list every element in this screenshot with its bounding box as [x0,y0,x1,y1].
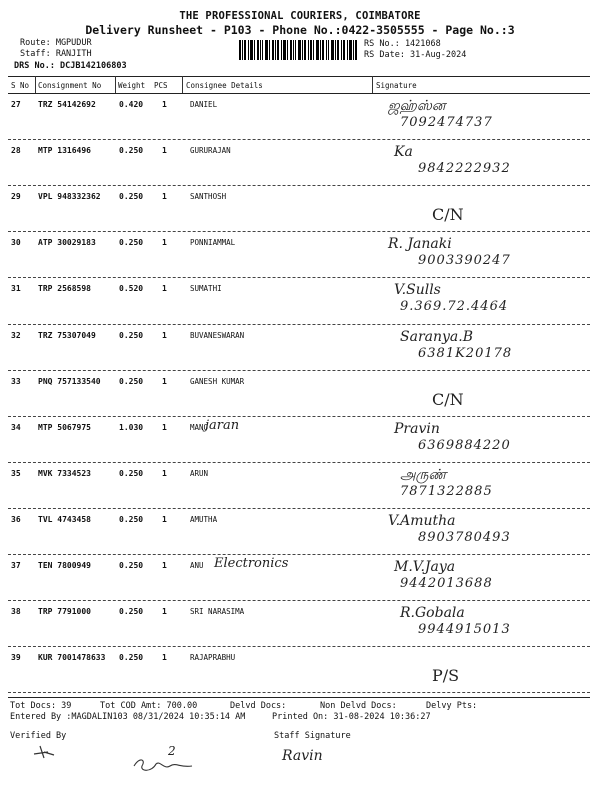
row-sno: 31 [11,284,21,294]
non-delivered-docs: Non Delvd Docs: [320,701,397,711]
row-consignment-no: VPL 948332362 [38,192,101,202]
row-consignee: SUMATHI [190,284,222,294]
row-consignment-no: TRP 2568598 [38,284,91,294]
row-consignment-no: PNQ 757133540 [38,376,101,386]
row-pcs: 1 [162,238,167,248]
row-weight: 0.250 [119,330,144,340]
row-weight: 0.520 [119,284,144,294]
row-signature-phone: 9842222932 [418,161,511,177]
row-separator [8,600,590,601]
verified-by-signature [30,740,70,762]
row-separator [8,185,590,186]
row-separator [8,324,590,325]
row-signature-name: V.Sulls [394,282,441,299]
row-separator [8,692,590,693]
row-sno: 33 [11,376,21,386]
company-title: THE PROFESSIONAL COURIERS, COIMBATORE [179,10,421,22]
row-consignee: AMUTHA [190,514,218,524]
row-consignee: ARUN [190,468,209,478]
table-top-rule [8,76,590,77]
row-sno: 37 [11,561,21,570]
row-separator [8,646,590,647]
rs-date: RS Date: 31-Aug-2024 [364,50,467,60]
verified-by-signature-mark: 2 [168,744,176,758]
row-weight: 1.030 [119,422,144,432]
col-header-pcs: PCS [154,81,168,90]
row-signature-phone: 9944915013 [418,622,511,638]
total-cod-amount: Tot COD Amt: 700.00 [100,701,198,711]
row-sno: 39 [11,653,21,663]
row-signature-name: M.V.Jaya [394,559,456,575]
row-separator [8,231,590,232]
footer-rule [8,697,590,698]
staff-signature: Ravin [282,748,323,764]
row-consignment-no: MVK 7334523 [38,468,91,478]
row-consignment-no: MTP 1316496 [38,146,91,156]
row-consignee: BUVANESWARAN [190,330,245,340]
col-header-signature: Signature [376,81,417,90]
drs-number: DRS No.: DCJB142106803 [14,61,127,71]
row-pcs: 1 [162,561,167,570]
row-signature-name: அருண் [400,466,447,483]
row-weight: 0.250 [119,192,144,202]
col-divider [115,76,116,93]
row-signature-name: V.Amutha [388,512,456,529]
row-consignment-no: TVL 4743458 [38,514,91,524]
row-pcs: 1 [162,422,167,432]
printed-on: Printed On: 31-08-2024 10:36:27 [272,712,431,722]
staff-signature-label: Staff Signature [274,731,351,741]
row-pcs: 1 [162,653,167,663]
row-consignment-no: TRP 7791000 [38,607,91,617]
row-weight: 0.250 [119,653,144,663]
row-signature-phone: 9442013688 [400,576,493,591]
row-consignment-no: MTP 5067975 [38,422,91,432]
delivered-docs: Delvd Docs: [230,701,287,711]
row-consignee: RAJAPRABHU [190,653,236,663]
row-separator [8,554,590,555]
row-consignee-handwritten-note: jaran [205,417,240,433]
row-sno: 30 [11,238,21,248]
row-sno: 27 [11,100,21,109]
row-sno: 32 [11,330,21,340]
row-weight: 0.250 [119,514,144,524]
row-consignee: ANU [190,561,204,570]
row-sno: 36 [11,514,21,524]
col-header-consignee: Consignee Details [186,81,263,90]
row-separator [8,416,590,417]
runsheet-subtitle: Delivery Runsheet - P103 - Phone No.:0422-3505555 - Page No.:3 [85,23,515,37]
row-separator [8,370,590,371]
row-pcs: 1 [162,376,167,386]
row-weight: 0.250 [119,607,144,617]
row-signature-name: P/S [432,666,460,686]
row-signature-phone: 9.369.72.4464 [400,299,509,315]
barcode-icon [239,40,357,60]
row-pcs: 1 [162,100,167,109]
row-consignee: SANTHOSH [190,192,227,202]
row-weight: 0.420 [119,100,144,109]
col-header-weight: Weight [118,81,146,90]
row-signature-phone: 9003390247 [418,253,511,269]
row-signature-name: Pravin [394,420,440,437]
col-divider [372,76,373,93]
row-signature-name: C/N [432,389,464,409]
rs-number: RS No.: 1421068 [364,39,441,49]
row-signature-name: C/N [432,205,464,225]
row-consignment-no: TRZ 75307049 [38,330,96,340]
row-consignee: PONNIAMMAL [190,238,236,248]
row-signature-name: ஜஹ்ஸ்ன [388,98,446,114]
row-signature-name: Ka [394,144,413,161]
row-pcs: 1 [162,514,167,524]
row-separator [8,508,590,509]
row-signature-phone: 6381K20178 [418,345,513,361]
row-weight: 0.250 [119,146,144,156]
row-consignee: GANESH KUMAR [190,376,245,386]
row-signature-phone: 7092474737 [400,115,493,130]
row-weight: 0.250 [119,468,144,478]
row-pcs: 1 [162,192,167,202]
col-header-consignment: Consignment No [38,81,102,90]
staff-label: Staff: RANJITH [20,49,92,59]
entered-by: Entered By :MAGDALIN103 08/31/2024 10:35:14 AM [10,712,246,722]
row-weight: 0.250 [119,376,144,386]
row-separator [8,277,590,278]
row-consignment-no: TRZ 54142692 [38,100,96,109]
row-signature-name: R.Gobala [400,605,465,622]
row-sno: 35 [11,468,21,478]
verified-by-label: Verified By [10,731,67,741]
row-weight: 0.250 [119,561,144,570]
total-docs: Tot Docs: 39 [10,701,72,711]
row-consignee: MANO [190,422,209,432]
row-signature-phone: 7871322885 [400,483,493,499]
row-consignment-no: KUR 7001478633 [38,653,106,663]
row-signature-name: R. Janaki [388,236,452,253]
row-pcs: 1 [162,330,167,340]
verifier-signature [130,752,200,776]
row-sno: 29 [11,192,21,202]
row-consignee: DANIEL [190,100,218,109]
row-pcs: 1 [162,146,167,156]
row-consignee: SRI NARASIMA [190,607,245,617]
col-divider [35,76,36,93]
row-pcs: 1 [162,607,167,617]
table-header-rule [8,93,590,94]
route-label: Route: MGPUDUR [20,38,92,48]
row-signature-name: Saranya.B [400,328,473,345]
row-consignee-handwritten-note: Electronics [214,556,289,571]
row-consignment-no: TEN 7800949 [38,561,91,570]
row-sno: 28 [11,146,21,156]
row-signature-phone: 6369884220 [418,437,511,453]
row-pcs: 1 [162,284,167,294]
row-weight: 0.250 [119,238,144,248]
row-consignee: GURURAJAN [190,146,231,156]
row-signature-phone: 8903780493 [418,529,511,545]
row-separator [8,462,590,463]
col-divider [182,76,183,93]
row-separator [8,139,590,140]
row-sno: 34 [11,422,21,432]
row-sno: 38 [11,607,21,617]
delivery-points: Delvy Pts: [426,701,478,711]
col-header-sno: S No [11,81,30,90]
row-pcs: 1 [162,468,167,478]
row-consignment-no: ATP 30029183 [38,238,96,248]
